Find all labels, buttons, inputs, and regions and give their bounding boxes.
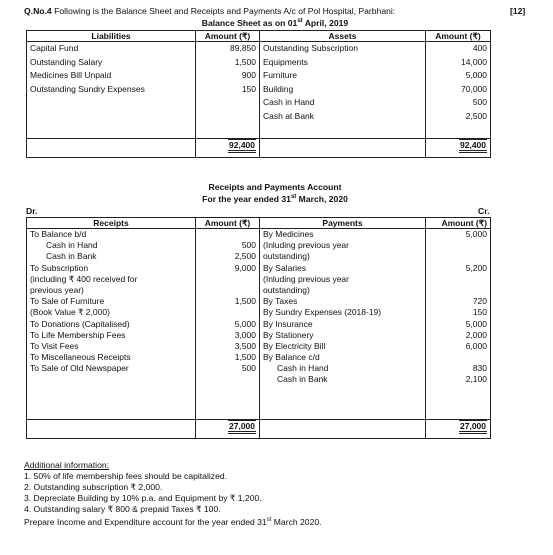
receipt-amount: 2,500	[234, 251, 256, 262]
liability-amount: 150	[241, 83, 256, 94]
receipt-line: To Visit Fees	[30, 340, 79, 351]
receipt-line: To Life Membership Fees	[30, 329, 126, 340]
header-amount-right: Amount (₹)	[426, 31, 491, 42]
payment-line: outstanding)	[263, 251, 310, 262]
payment-amount: 5,000	[465, 318, 487, 329]
rp-cr-label: Cr.	[478, 206, 490, 216]
receipt-line: (Book Value ₹ 2,000)	[30, 307, 110, 318]
payments-column	[260, 229, 426, 420]
additional-item: 1. 50% of life membership fees should be capitalized.	[24, 471, 228, 482]
payment-amount	[429, 240, 487, 251]
asset-label: Outstanding Subscription	[263, 43, 358, 53]
payment-line: Cash in Hand	[277, 363, 329, 374]
additional-item: 2. Outstanding subscription ₹ 2,000.	[24, 482, 163, 493]
payment-line: By Insurance	[263, 318, 313, 329]
header-assets: Assets	[260, 31, 426, 42]
liability-label: Medicines Bill Unpaid	[30, 70, 112, 80]
rp-dr-label: Dr.	[26, 206, 38, 216]
payment-amount: 830	[472, 363, 487, 374]
balance-sheet-body	[27, 42, 491, 139]
additional-item: 3. Depreciate Building by 10% p.a. and Equipment by ₹ 1,200.	[24, 493, 262, 504]
receipt-amount	[199, 274, 256, 285]
receipt-amount: 500	[241, 240, 256, 251]
receipt-line: To Sale of Old Newspaper	[30, 363, 129, 374]
receipt-line: To Donations (Capitalised)	[30, 318, 130, 329]
payment-line: By Salaries	[263, 262, 306, 273]
liability-label: Capital Fund	[30, 43, 79, 53]
receipt-line: Cash in Hand	[46, 240, 98, 251]
balance-sheet-header-row	[27, 31, 491, 42]
question-text: Following is the Balance Sheet and Receipts and Payments A/c of Pol Hospital, Parbhani:	[54, 6, 396, 16]
payment-amount	[429, 274, 487, 285]
liability-amount: 900	[241, 70, 256, 80]
payment-amount: 5,200	[465, 262, 487, 273]
payment-line: By Medicines	[263, 229, 314, 239]
header-payments: Payments	[260, 218, 426, 229]
receipt-amount	[199, 307, 256, 318]
payment-line: (Inluding previous year	[263, 240, 349, 251]
receipt-line: To Balance b/d	[30, 229, 87, 239]
receipt-amount: 1,500	[234, 352, 256, 363]
asset-amount: 5,000	[465, 70, 487, 80]
payment-amount	[429, 285, 487, 296]
receipt-amount: 3,000	[234, 329, 256, 340]
question-number: Q.No.4	[24, 6, 52, 16]
payment-line: By Sundry Expenses (2018-19)	[263, 307, 382, 318]
payment-line: outstanding)	[263, 284, 310, 295]
rp-header-row	[27, 218, 491, 229]
asset-label: Building	[263, 83, 294, 94]
balance-sheet-table	[26, 30, 491, 158]
rp-subtitle: For the year ended 31st March, 2020	[202, 194, 348, 204]
liabilities-amount-column	[196, 42, 260, 139]
additional-heading: Additional information:	[24, 460, 110, 470]
receipt-line: To Miscellaneous Receipts	[30, 352, 131, 363]
payment-amount: 2,000	[465, 329, 487, 340]
receipt-amount: 9,000	[234, 262, 256, 273]
receipt-amount: 1,500	[234, 296, 256, 307]
receipt-amount: 500	[241, 363, 256, 374]
payments-amount-column	[426, 229, 491, 420]
asset-amount: 2,500	[465, 110, 487, 121]
header-amount-left: Amount (₹)	[196, 31, 260, 42]
receipt-amount: 3,500	[234, 340, 256, 351]
payment-amount	[429, 352, 487, 363]
liability-label: Outstanding Salary	[30, 56, 103, 67]
header-amount-right: Amount (₹)	[426, 218, 491, 229]
header-amount-left: Amount (₹)	[196, 218, 260, 229]
receipt-line: Cash in Bank	[46, 251, 97, 262]
rp-body	[27, 229, 491, 420]
payment-amount: 2,100	[465, 374, 487, 385]
balance-sheet-title: Balance Sheet as on 01st April, 2019	[201, 18, 349, 28]
receipt-line: previous year)	[30, 284, 84, 295]
receipts-column	[27, 229, 196, 420]
receipt-amount	[199, 229, 256, 240]
payment-line: By Stationery	[263, 329, 314, 340]
rp-title: Receipts and Payments Account	[208, 182, 342, 192]
liability-label: Outstanding Sundry Expenses	[30, 83, 145, 94]
payment-amount	[429, 251, 487, 262]
receipt-line: (including ₹ 400 received for	[30, 273, 138, 284]
header-liabilities: Liabilities	[27, 31, 196, 42]
balance-sheet-total-row	[27, 139, 491, 158]
liability-amount: 89,850	[230, 43, 256, 53]
header-receipts: Receipts	[27, 218, 196, 229]
question-line	[24, 6, 395, 16]
balance-sheet-total-left: 92,400	[228, 139, 256, 153]
receipt-amount	[199, 285, 256, 296]
receipts-amount-column	[196, 229, 260, 420]
payment-amount: 6,000	[465, 340, 487, 351]
balance-sheet-total-right: 92,400	[459, 139, 487, 153]
asset-label: Equipments	[263, 56, 308, 67]
asset-amount: 14,000	[461, 56, 487, 67]
question-marks: [12]	[510, 6, 526, 16]
payment-line: By Balance c/d	[263, 352, 320, 363]
rp-table	[26, 217, 491, 439]
asset-amount: 70,000	[461, 83, 487, 94]
rp-total-left: 27,000	[228, 420, 256, 434]
assets-column	[260, 42, 426, 139]
payment-line: (Inluding previous year	[263, 273, 349, 284]
asset-amount: 400	[472, 43, 487, 53]
asset-amount: 500	[472, 97, 487, 107]
additional-info	[24, 460, 322, 528]
payment-amount: 5,000	[465, 229, 487, 239]
receipt-amount: 5,000	[234, 318, 256, 329]
rp-total-row	[27, 420, 491, 439]
payment-amount: 720	[472, 296, 487, 307]
asset-label: Cash in Hand	[263, 97, 315, 107]
payment-line: Cash in Bank	[277, 374, 328, 385]
payment-amount: 150	[472, 307, 487, 318]
assets-amount-column	[426, 42, 491, 139]
receipt-line: To Sale of Furniture	[30, 296, 105, 307]
receipt-line: To Subscription	[30, 262, 89, 273]
rp-total-right: 27,000	[459, 420, 487, 434]
liability-amount: 1,500	[234, 56, 256, 67]
payment-line: By Electricity Bill	[263, 340, 326, 351]
asset-label: Furniture	[263, 70, 298, 80]
liabilities-column	[27, 42, 196, 139]
payment-line: By Taxes	[263, 296, 298, 307]
additional-instruction: Prepare Income and Expenditure account for the year ended 31st March 2020.	[24, 517, 322, 528]
asset-label: Cash at Bank	[263, 110, 315, 121]
additional-item: 4. Outstanding salary ₹ 800 & prepaid Taxes ₹ 100.	[24, 504, 221, 515]
